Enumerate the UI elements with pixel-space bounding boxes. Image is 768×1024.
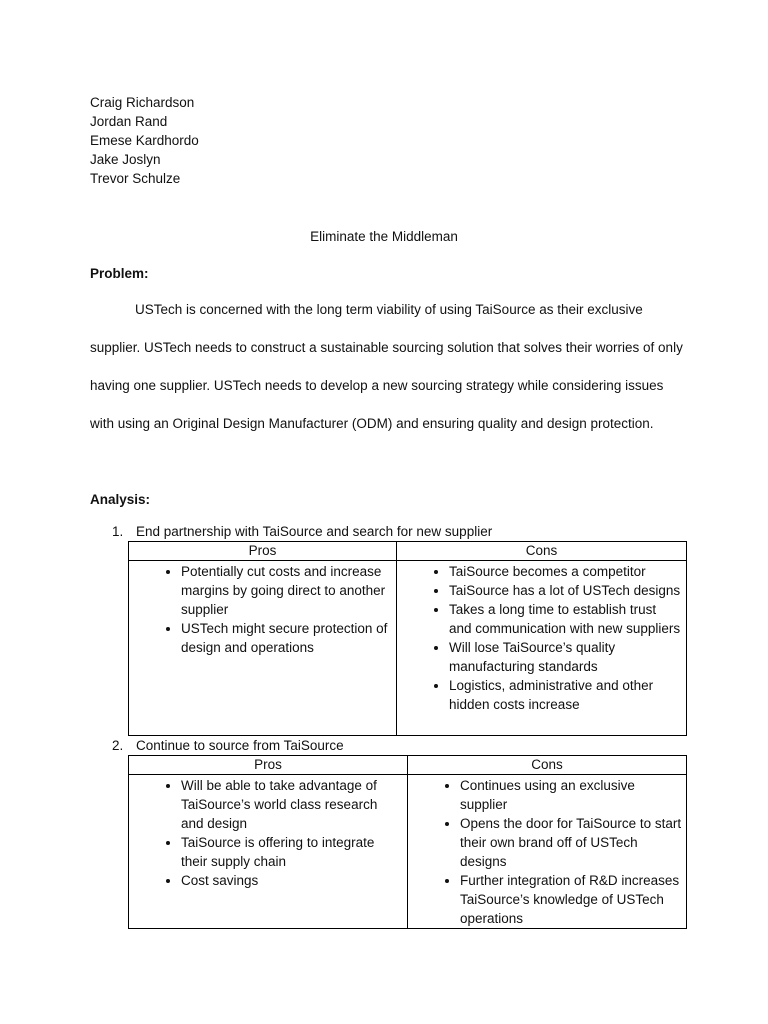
pros-cell — [129, 775, 408, 929]
pros-cell — [129, 561, 397, 736]
list-item: • Opens the door for TaiSource to start their own brand off of USTech designs — [460, 814, 682, 871]
document-title: Eliminate the Middleman — [310, 229, 458, 244]
cons-header: Cons — [408, 756, 687, 775]
list-item: • TaiSource has a lot of USTech designs — [449, 581, 682, 600]
option-1-label — [112, 523, 492, 541]
option-title: Continue to source from TaiSource — [136, 738, 344, 753]
pros-header: Pros — [129, 756, 408, 775]
list-item: • Logistics, administrative and other hidden costs increase — [449, 676, 682, 714]
problem-paragraph: USTech is concerned with the long term viability of using TaiSource as their exclusive supplier. USTech needs to construct a sustainable sourcing solution that solves their worries of only having one supplier. USTech needs to develop a new sourcing strategy while considering issues with using an Original Design Manufacturer (ODM) and ensuring quality and design protection. — [90, 302, 683, 431]
option-2-label — [112, 737, 344, 755]
author-name: Jake Joslyn — [90, 152, 161, 167]
analysis-heading: Analysis: — [90, 492, 151, 507]
list-item: • TaiSource becomes a competitor — [449, 562, 682, 581]
list-item: • Will lose TaiSource’s quality manufacturing standards — [449, 638, 682, 676]
option-2-table — [128, 755, 687, 929]
list-item: • Will be able to take advantage of TaiSource’s world class research and design — [181, 776, 403, 833]
option-number: 2. — [112, 738, 124, 753]
problem-heading: Problem: — [90, 266, 149, 281]
option-title: End partnership with TaiSource and search for new supplier — [136, 524, 493, 539]
list-item: • USTech might secure protection of design and operations — [181, 619, 392, 657]
author-name: Jordan Rand — [90, 114, 168, 129]
list-item: • Takes a long time to establish trust and communication with new suppliers — [449, 600, 682, 638]
author-name: Trevor Schulze — [90, 171, 181, 186]
list-item: • Continues using an exclusive supplier — [460, 776, 682, 814]
cons-cell — [397, 561, 687, 736]
cons-cell — [408, 775, 687, 929]
list-item: • TaiSource is offering to integrate their supply chain — [181, 833, 403, 871]
option-1-table — [128, 541, 687, 736]
author-name: Craig Richardson — [90, 95, 195, 110]
cons-header: Cons — [397, 542, 687, 561]
author-name: Emese Kardhordo — [90, 133, 199, 148]
list-item: • Potentially cut costs and increase margins by going direct to another supplier — [181, 562, 392, 619]
author-list — [90, 93, 199, 188]
list-item: • Cost savings — [181, 871, 403, 890]
list-item: • Further integration of R&D increases TaiSource’s knowledge of USTech operations — [460, 871, 682, 928]
option-number: 1. — [112, 524, 124, 539]
pros-header: Pros — [129, 542, 397, 561]
